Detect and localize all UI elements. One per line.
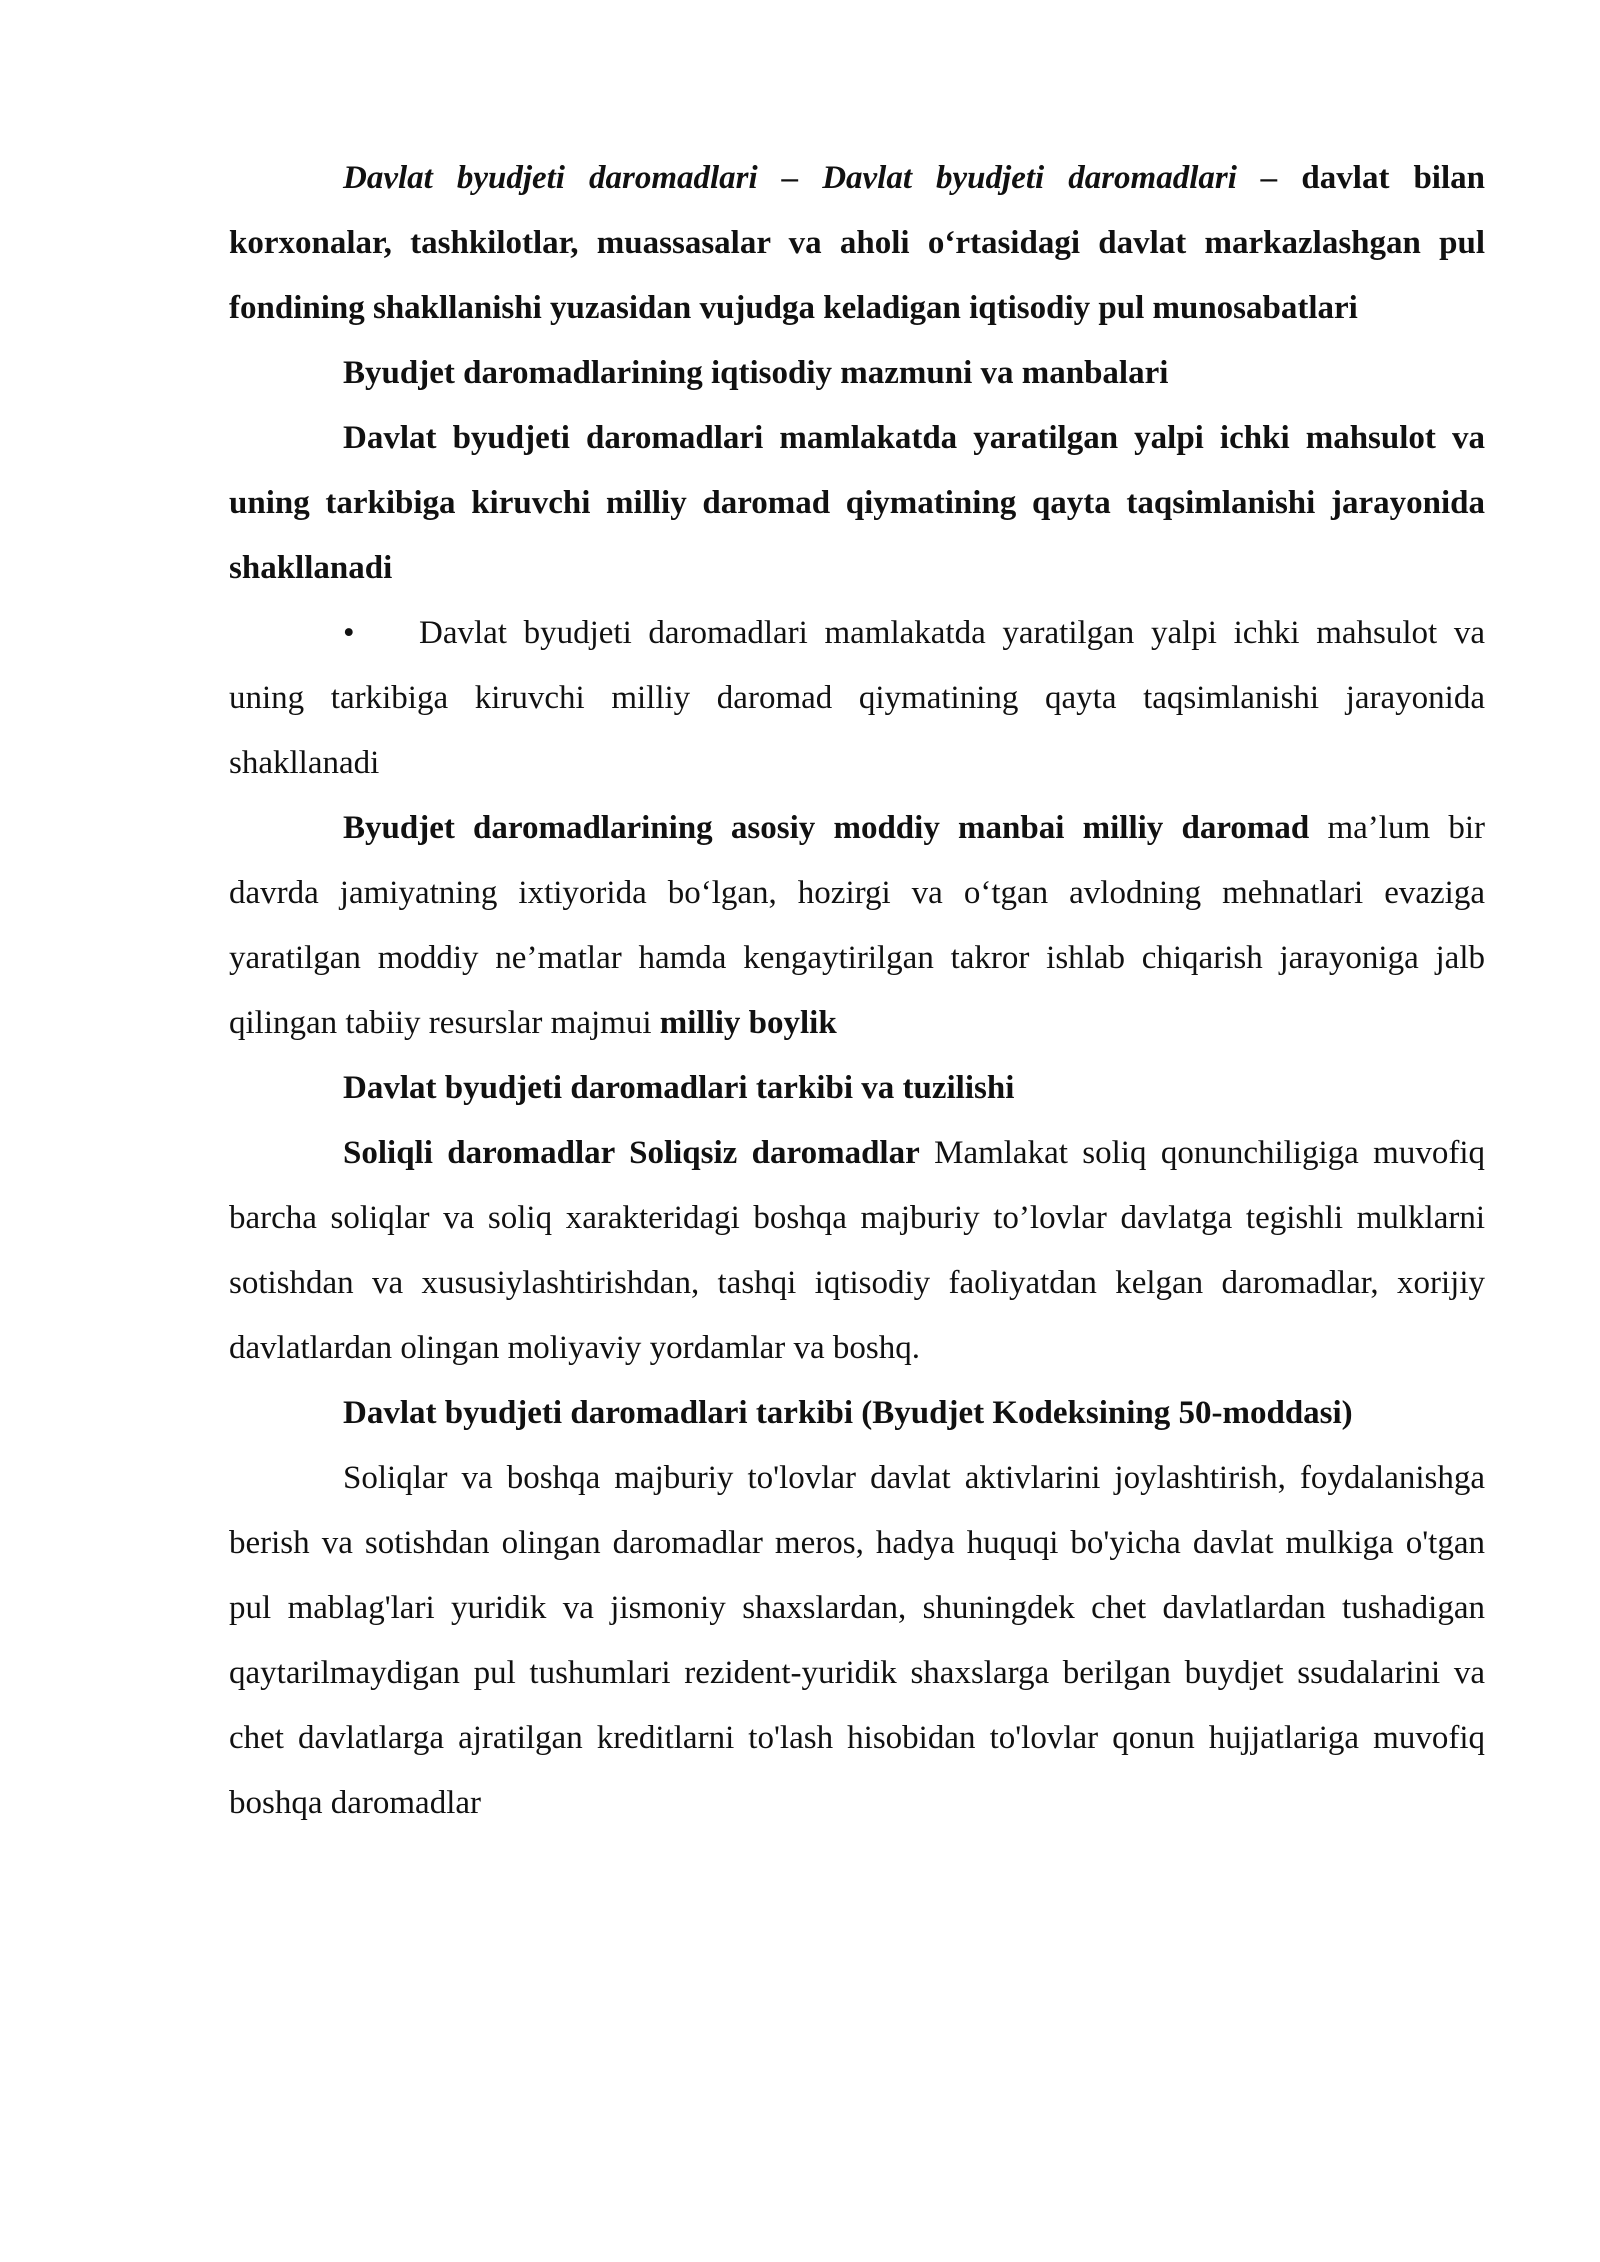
bullet-item (229, 601, 1485, 796)
material-source-term: Byudjet daromadlarining asosiy moddiy manbai milliy daromad (343, 810, 1310, 846)
paragraph-revenue-formation: Davlat byudjeti daromadlari mamlakatda yaratilgan yalpi ichki mahsulot va uning tarkibiga kiruvchi milliy daromad qiymatining qayta taqsimlanishi jarayonida shakllanadi (229, 420, 1485, 586)
tax-nontax-terms: Soliqli daromadlar Soliqsiz daromadlar (343, 1135, 920, 1171)
definition-text: davlat bilan korxonalar, tashkilotlar, muassasalar va aholi o‘rtasidagi davlat markazlashgan pul fondining shakllanishi yuzasidan vujudga keladigan iqtisodiy pul munosabatlari (229, 160, 1485, 326)
document-body (229, 146, 1485, 1836)
bullet-icon: • (343, 615, 355, 651)
paragraph-definition (229, 146, 1485, 341)
paragraph-material-source (229, 796, 1485, 1056)
tax-nontax-text: Mamlakat soliq qonunchiligiga muvofiq barcha soliqlar va soliq xarakteridagi boshqa majburiy to’lovlar davlatga tegishli mulklarni sotishdan va xususiylashtirishdan, tashqi iqtisodiy faoliyatdan kelgan daromadlar, xorijiy davlatlardan olingan moliyaviy yordamlar va boshq. (229, 1135, 1485, 1366)
bullet-text: Davlat byudjeti daromadlari mamlakatda yaratilgan yalpi ichki mahsulot va uning tarkibiga kiruvchi milliy daromad qiymatining qayta taqsimlanishi jarayonida shakllanadi (229, 615, 1485, 781)
heading-revenue-structure: Davlat byudjeti daromadlari tarkibi va tuzilishi (343, 1070, 1015, 1106)
heading-budget-code: Davlat byudjeti daromadlari tarkibi (Byudjet Kodeksining 50-moddasi) (343, 1395, 1353, 1431)
national-wealth-term: milliy boylik (659, 1005, 837, 1041)
paragraph-tax-nontax (229, 1121, 1485, 1381)
material-source-text: ma’lum bir davrda jamiyatning ixtiyorida bo‘lgan, hozirgi va o‘tgan avlodning mehnatlari evaziga yaratilgan moddiy ne’matlar hamda kengaytirilgan takror ishlab chiqarish jarayoniga jalb qilingan tabiiy resurslar majmui (229, 810, 1485, 1041)
definition-term: Davlat byudjeti daromadlari – Davlat byudjeti daromadlari – (343, 160, 1278, 196)
paragraph-revenue-list: Soliqlar va boshqa majburiy to'lovlar davlat aktivlarini joylashtirish, foydalanishga berish va sotishdan olingan daromadlar meros, hadya huquqi bo'yicha davlat mulkiga o'tgan pul mablag'lari yuridik va jismoniy shaxslardan, shuningdek chet davlatlardan tushadigan qaytarilmaydigan pul tushumlari rezident-yuridik shaxslarga berilgan buydjet ssudalarini va chet davlatlarga ajratilgan kreditlarni to'lash hisobidan to'lovlar qonun hujjatlariga muvofiq boshqa daromadlar (229, 1460, 1485, 1821)
heading-economic-content: Byudjet daromadlarining iqtisodiy mazmuni va manbalari (343, 355, 1169, 391)
